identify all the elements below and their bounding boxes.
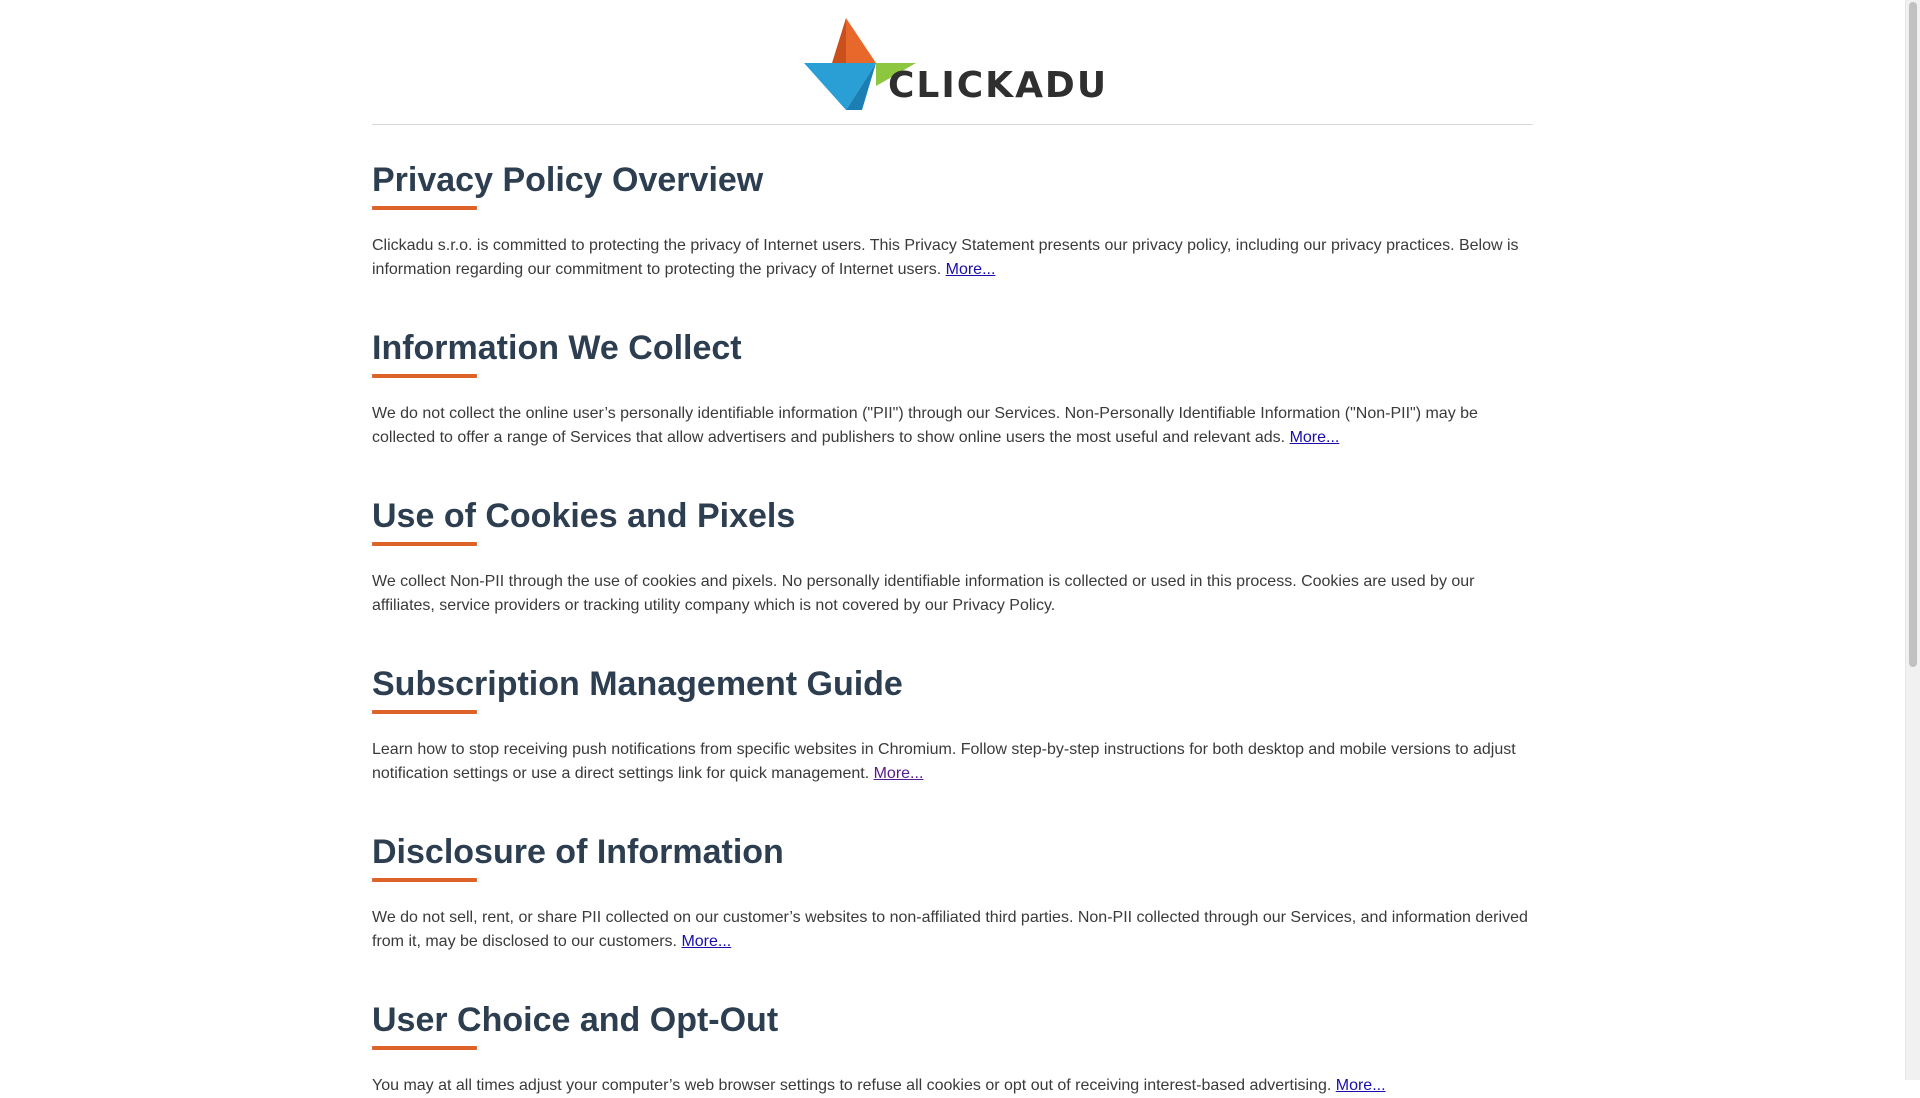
section-information-we-collect (372, 328, 1533, 450)
logo-wordmark: CLICKADU (888, 65, 1109, 106)
section-body (372, 570, 1533, 618)
title-underline (372, 878, 477, 882)
vertical-scrollbar[interactable] (1905, 0, 1920, 1080)
more-link[interactable]: More... (681, 933, 732, 950)
section-title: User Choice and Opt-Out (372, 1001, 779, 1039)
section-title: Information We Collect (372, 329, 742, 367)
section-text: We do not collect the online user’s personally identifiable information ("PII") through our Services. Non-Personally Identifiable Information ("Non-PII") may be collected to offer a range of Services that allow advertisers and publishers to show online users the most useful and relevant ads. (372, 405, 1478, 446)
site-header (372, 0, 1533, 125)
section-cookies-and-pixels (372, 496, 1533, 618)
title-underline (372, 542, 477, 546)
section-user-choice-opt-out (372, 1000, 1533, 1098)
title-underline (372, 374, 477, 378)
section-text: Clickadu s.r.o. is committed to protecting the privacy of Internet users. This Privacy Statement presents our privacy policy, including our privacy practices. Below is information regarding our commitment to protecting the privacy of Internet users. (372, 237, 1519, 278)
section-text: Learn how to stop receiving push notifications from specific websites in Chromium. Follow step-by-step instructions for both desktop and mobile versions to adjust notification settings or use a direct settings link for quick management. (372, 741, 1516, 782)
title-underline (372, 206, 477, 210)
content-container (372, 0, 1533, 1094)
section-body (372, 906, 1533, 954)
clickadu-logo[interactable] (804, 18, 1109, 113)
section-body (372, 402, 1533, 450)
section-disclosure-of-information (372, 832, 1533, 954)
section-title: Use of Cookies and Pixels (372, 497, 796, 535)
section-text: We collect Non-PII through the use of cookies and pixels. No personally identifiable information is collected or used in this process. Cookies are used by our affiliates, service providers or tracking utility company which is not covered by our Privacy Policy. (372, 573, 1475, 614)
title-underline (372, 1046, 477, 1050)
more-link[interactable]: More... (1289, 429, 1340, 446)
section-subscription-management (372, 664, 1533, 786)
section-body (372, 738, 1533, 786)
more-link[interactable]: More... (945, 261, 996, 278)
section-privacy-overview (372, 160, 1533, 282)
section-body (372, 1074, 1533, 1098)
section-title: Subscription Management Guide (372, 665, 903, 703)
section-text: You may at all times adjust your computer’s web browser settings to refuse all cookies or opt out of receiving interest-based advertising. (372, 1077, 1332, 1094)
section-body (372, 234, 1533, 282)
title-underline (372, 710, 477, 714)
scrollbar-thumb[interactable] (1909, 2, 1917, 667)
section-title: Privacy Policy Overview (372, 161, 764, 199)
section-text: We do not sell, rent, or share PII collected on our customer’s websites to non-affiliated third parties. Non-PII collected through our Services, and information derived from it, may be disclosed to our customers. (372, 909, 1528, 950)
more-link[interactable]: More... (873, 765, 924, 782)
section-title: Disclosure of Information (372, 833, 784, 871)
more-link[interactable]: More... (1335, 1077, 1386, 1094)
